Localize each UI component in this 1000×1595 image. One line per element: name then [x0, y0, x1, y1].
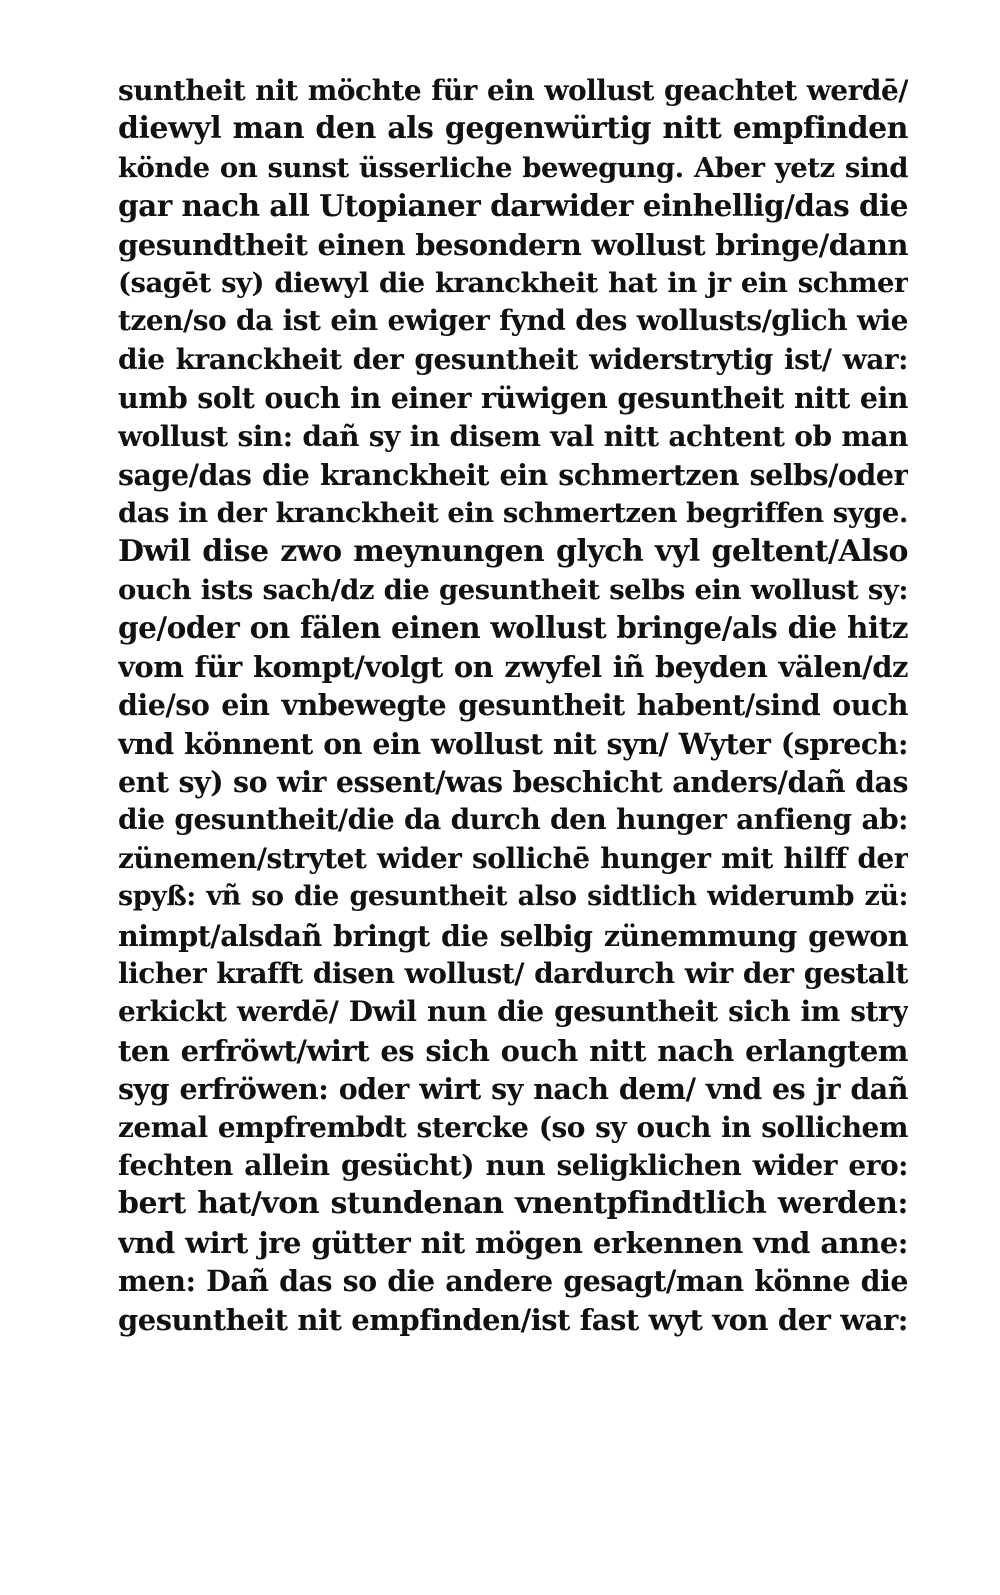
text-line: diewyl man den als gegenwürtig nitt empfinden: [118, 111, 908, 147]
text-line: zemal empfrembdt stercke (so sy ouch in sollichem: [118, 1110, 908, 1144]
text-line: gesundtheit einen besondern wollust bringe/dann: [118, 227, 908, 262]
text-line: gesuntheit nit empfinden/ist fast wyt von der war:: [118, 1302, 908, 1337]
text-line: tzen/so da ist ein ewiger fynd des wollusts/glich wie: [118, 304, 908, 338]
text-line: men: Dañ das so die andere gesagt/man könne die: [118, 1264, 908, 1299]
text-line: erkickt werdē/ Dwil nun die gesuntheit sich im stry: [118, 995, 908, 1029]
text-line: suntheit nit möchte für ein wollust geachtet werdē/: [118, 74, 908, 107]
text-line: gar nach all Utopianer darwider einhellig/das die: [118, 188, 908, 224]
text-line: vom für kompt/volgt on zwyfel iñ beyden välen/dz: [118, 649, 908, 684]
text-line: die/so ein vnbewegte gesuntheit habent/sind ouch: [118, 688, 908, 723]
text-line: bert hat/von stundenan vnentpfindtlich werden:: [118, 1186, 908, 1222]
text-line: zünemen/strytet wider sollichē hunger mit hilff der: [118, 841, 908, 875]
text-line: fechten allein gesücht) nun seligklichen wider ero:: [118, 1148, 908, 1182]
blackletter-text-block: [118, 72, 908, 1339]
text-line: (sagēt sy) diewyl die kranckheit hat in jr ein schmer: [118, 266, 908, 299]
text-line: ouch ists sach/dz die gesuntheit selbs ein wollust sy:: [118, 574, 908, 607]
text-line: ent sy) so wir essent/was beschicht anders/dañ das: [118, 765, 908, 800]
text-line: syg erfröwen: oder wirt sy nach dem/ vnd es jr dañ: [118, 1072, 908, 1107]
text-line: Dwil dise zwo meynungen glych vyl geltent/Also: [118, 533, 908, 569]
text-line: die gesuntheit/die da durch den hunger anfieng ab:: [118, 803, 908, 837]
text-line: spyß: vñ so die gesuntheit also sidtlich widerumb zü:: [118, 881, 908, 913]
text-line: nimpt/alsdañ bringt die selbig zünemmung gewon: [118, 918, 908, 953]
text-line: ten erfröwt/wirt es sich ouch nitt nach erlangtem: [118, 1033, 908, 1068]
text-line: umb solt ouch in einer rüwigen gesuntheit nitt ein: [118, 381, 908, 416]
text-line: könde on sunst üsserliche bewegung. Aber yetz sind: [118, 151, 908, 184]
text-line: wollust sin: dañ sy in disem val nitt achtent ob man: [118, 419, 908, 453]
text-line: vnd wirt jre gütter nit mögen erkennen vnd anne:: [118, 1225, 908, 1260]
text-line: licher krafft disen wollust/ dardurch wir der gestalt: [118, 956, 908, 990]
text-line: die kranckheit der gesuntheit widerstrytig ist/ war:: [118, 342, 908, 376]
text-line: ge/oder on fälen einen wollust bringe/als die hitz: [118, 610, 908, 646]
text-line: sage/das die kranckheit ein schmertzen selbs/oder: [118, 457, 908, 492]
text-line: vnd könnent on ein wollust nit syn/ Wyter (sprech:: [118, 726, 908, 761]
text-line: das in der kranckheit ein schmertzen begriffen syge.: [118, 497, 908, 530]
